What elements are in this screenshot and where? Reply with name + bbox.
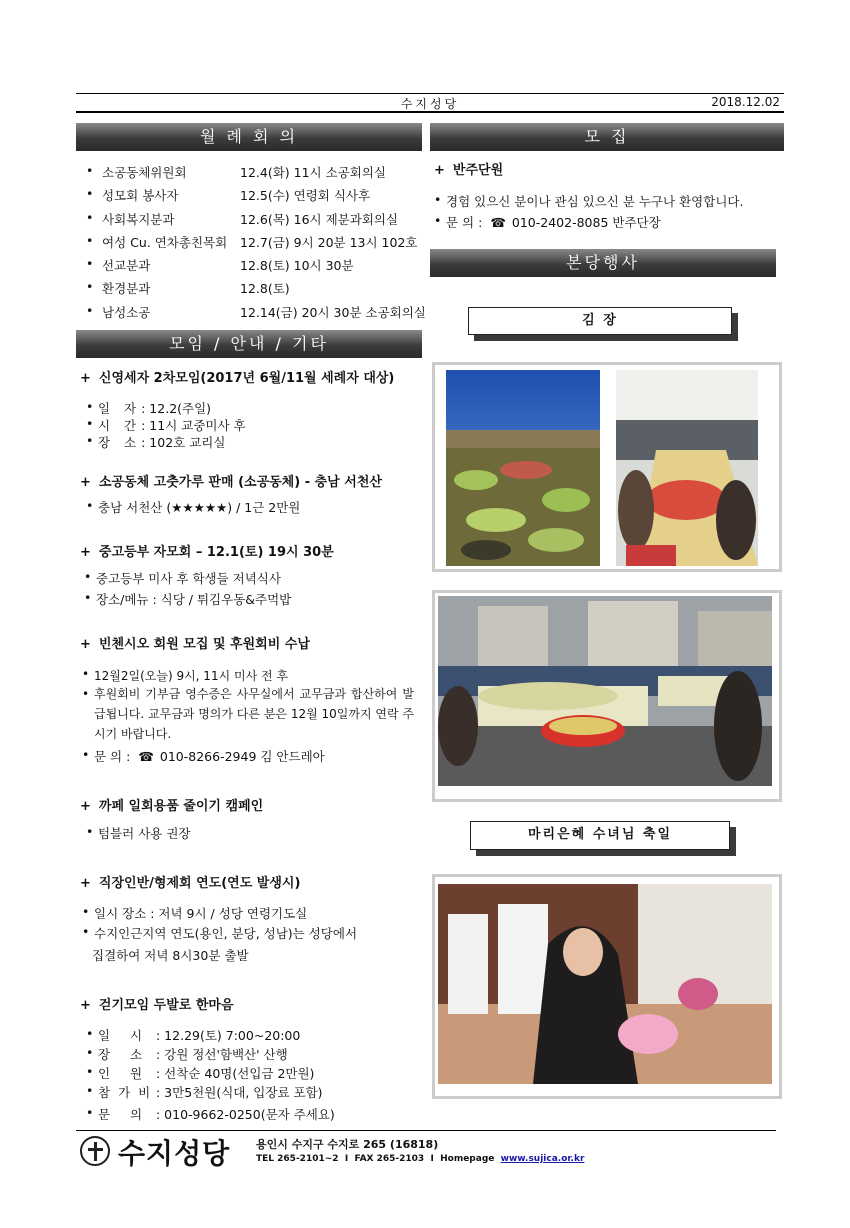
meeting-detail: 12.8(토) xyxy=(240,281,290,297)
meeting-item xyxy=(86,256,426,279)
s6-line2: • 수지인근지역 연도(용인, 분당, 성남)는 성당에서 xyxy=(94,924,357,942)
phone-icon: ☎ xyxy=(138,749,154,764)
kimjang-indoor-photo xyxy=(616,370,758,566)
meeting-name: 성모회 봉사자 xyxy=(102,188,179,204)
recruit-contact: • 문 의 : ☎ 010-2402-8085 반주단장 xyxy=(446,213,661,231)
section-parents-meeting xyxy=(80,541,334,560)
page-footer xyxy=(76,1130,776,1170)
bulletin-title: 수지성당 xyxy=(400,97,460,111)
section-cafe-campaign xyxy=(80,795,263,814)
meeting-detail: 12.6(목) 16시 제분과회의실 xyxy=(240,211,399,227)
meeting-detail: 12.4(화) 11시 소공회의실 xyxy=(240,165,386,180)
section-title: 걷기모임 두발로 한마음 xyxy=(98,998,234,1013)
church-cross-logo-icon xyxy=(80,1136,110,1166)
walking-row: • 인 원 : 선착순 40명(선입금 2만원) xyxy=(98,1064,314,1082)
section-red-pepper xyxy=(80,471,382,490)
section-vincent xyxy=(80,633,310,652)
s6-line1: • 일시 장소 : 저녁 9시 / 성당 연령기도실 xyxy=(94,904,307,922)
events-heading: 본당행사 xyxy=(430,249,776,277)
s2-line: • 충남 서천산 (★★★★★) / 1근 2만원 xyxy=(98,498,300,516)
kimjang-outdoor-photo xyxy=(438,596,772,786)
footer-contact: TEL 265-2101~2 I FAX 265-2103 I Homepage www.sujica.or.kr xyxy=(256,1154,585,1164)
s6-line3: 집결하여 저녁 8시30분 출발 xyxy=(92,948,249,963)
section-title: 직장인반/형제회 연도(연도 발생시) xyxy=(98,876,301,891)
s1-date: • 일 자: 12.2(주일) xyxy=(98,399,211,417)
s3-line2: • 장소/메뉴 : 식당 / 튀김우동&주먹밥 xyxy=(96,590,291,608)
section-title: 소공동체 고춧가루 판매 (소공동체) - 충남 서천산 xyxy=(98,475,382,490)
recruit-heading: 모 집 xyxy=(430,123,784,151)
footer-church-name: 수지성당 xyxy=(118,1137,231,1170)
plus-icon: + xyxy=(80,998,91,1013)
phone-icon: ☎ xyxy=(490,215,506,230)
meeting-name: 소공동체위원회 xyxy=(102,165,187,180)
meeting-name: 사회복지분과 xyxy=(102,211,175,227)
s1-time: • 시 간: 11시 교중미사 후 xyxy=(98,416,246,434)
kimjang-label: 김 장 xyxy=(468,307,732,335)
meeting-item xyxy=(86,186,426,209)
section-title: 신영세자 2차모임(2017년 6월/11월 세례자 대상) xyxy=(98,371,395,386)
section-title: 중고등부 자모회 – 12.1(토) 19시 30분 xyxy=(98,545,334,560)
meetings-list xyxy=(86,163,426,326)
plus-icon: + xyxy=(80,876,91,891)
plus-icon: + xyxy=(80,371,91,386)
s1-place: • 장 소: 102호 교리실 xyxy=(98,433,225,451)
s3-line1: • 중고등부 미사 후 학생들 저녁식사 xyxy=(96,569,281,587)
footer-address: 용인시 수지구 수지로 265 (16818) xyxy=(256,1138,439,1151)
section-walking-club xyxy=(80,994,234,1013)
meeting-detail: 12.7(금) 9시 20분 13시 102호 xyxy=(240,234,418,250)
recruit-subtitle: + 반주단원 xyxy=(434,163,504,178)
meeting-name: 환경분과 xyxy=(102,281,151,297)
homepage-link[interactable]: www.sujica.or.kr xyxy=(500,1154,585,1164)
meeting-name: 여성 Cu. 연차총친목회 xyxy=(102,234,228,250)
notices-heading: 모임 / 안내 / 기타 xyxy=(76,330,422,358)
section-title: 빈첸시오 회원 모집 및 후원회비 수납 xyxy=(98,637,310,652)
page-header xyxy=(76,93,784,113)
meeting-detail: 12.14(금) 20시 30분 소공회의실 xyxy=(240,304,426,320)
walking-row: • 장 소 : 강원 정선'함백산' 산행 xyxy=(98,1045,288,1063)
meeting-detail: 12.8(토) 10시 30분 xyxy=(240,258,354,274)
section-funeral-prayer xyxy=(80,872,300,891)
kimjang-field-photo xyxy=(446,370,600,566)
plus-icon: + xyxy=(80,475,91,490)
section-title: 까페 일회용품 줄이기 캠페인 xyxy=(98,799,264,814)
meeting-item xyxy=(86,233,426,256)
section-new-baptized xyxy=(80,367,394,386)
recruit-line: • 경험 있으신 분이나 관심 있으신 분 누구나 환영합니다. xyxy=(446,192,743,210)
meeting-name: 남성소공 xyxy=(102,304,151,320)
feast-label: 마리은혜 수녀님 축일 xyxy=(470,821,730,850)
walking-row: • 참가비: 3만5천원(식대, 입장료 포함) xyxy=(98,1083,323,1101)
s4-contact: • 문 의 : ☎ 010-8266-2949 김 안드레아 xyxy=(94,747,325,765)
s4-line1: • 12월2일(오늘) 9시, 11시 미사 전 후 xyxy=(94,667,288,684)
walking-row: • 일 시 : 12.29(토) 7:00~20:00 xyxy=(98,1026,300,1044)
meeting-name: 선교분과 xyxy=(102,258,151,274)
plus-icon: + xyxy=(434,163,445,178)
meeting-detail: 12.5(수) 연령회 식사후 xyxy=(240,188,371,204)
meeting-item xyxy=(86,163,426,186)
meeting-item xyxy=(86,303,426,326)
plus-icon: + xyxy=(80,637,91,652)
plus-icon: + xyxy=(80,545,91,560)
meetings-heading: 월 례 회 의 xyxy=(76,123,422,151)
s5-line: • 텀블러 사용 권장 xyxy=(98,824,190,842)
feast-photo xyxy=(438,884,772,1084)
s4-line2: • 후원회비 기부금 영수증은 사무실에서 교무금과 합산하여 발급됩니다. 교무금과 명의가 다른 분은 12월 10일까지 연락 주시기 바랍니다. xyxy=(94,684,414,744)
meeting-item xyxy=(86,279,426,302)
walking-row: • 문 의 : 010-9662-0250(문자 주세요) xyxy=(98,1105,335,1123)
bulletin-date: 2018.12.02 xyxy=(711,95,780,109)
plus-icon: + xyxy=(80,799,91,814)
meeting-item xyxy=(86,210,426,233)
